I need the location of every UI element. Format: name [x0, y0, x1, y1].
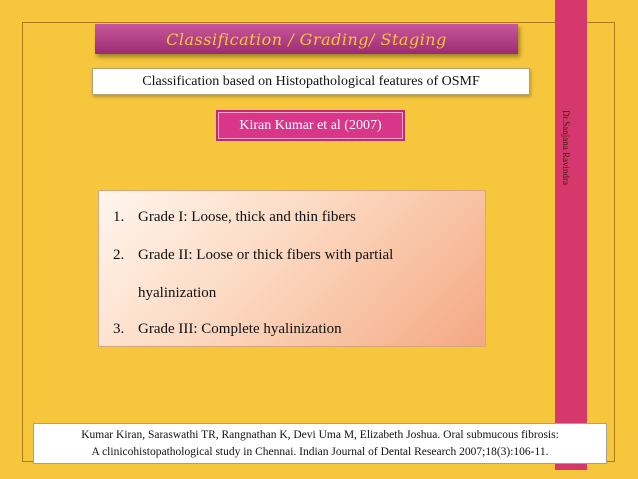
subtitle-box	[92, 68, 530, 95]
slide-title: Classification / Grading/ Staging	[166, 29, 447, 49]
slide-subtitle: Classification based on Histopathological features of OSMF	[142, 73, 480, 89]
grade-number: 3.	[113, 321, 125, 337]
grade-number: 2.	[113, 247, 125, 263]
author-credit: Dr.Sanjana Ravindra	[561, 110, 571, 185]
reference-line: A clinicohistopathological study in Chennai. Indian Journal of Dental Research 2007;18(3):106-11.	[91, 446, 549, 458]
grade-text: Grade II: Loose or thick fibers with partial	[138, 247, 394, 263]
grade-text: Grade I: Loose, thick and thin fibers	[138, 209, 356, 225]
reference-line: Kumar Kiran, Saraswathi TR, Rangnathan K, Devi Uma M, Elizabeth Joshua. Oral submucous fibrosis:	[81, 429, 559, 441]
side-accent-bar	[555, 0, 587, 470]
reference-box	[33, 423, 607, 464]
grade-text-continuation: hyalinization	[138, 285, 217, 301]
list-item	[113, 207, 393, 227]
list-item	[113, 245, 393, 265]
grade-list	[113, 207, 393, 339]
grade-number: 1.	[113, 209, 125, 225]
title-banner	[95, 24, 518, 54]
citation-badge-label: Kiran Kumar et al (2007)	[239, 117, 382, 133]
grade-text: Grade III: Complete hyalinization	[138, 321, 342, 337]
grades-box	[98, 190, 486, 347]
citation-badge	[218, 112, 403, 139]
list-item	[113, 319, 393, 339]
